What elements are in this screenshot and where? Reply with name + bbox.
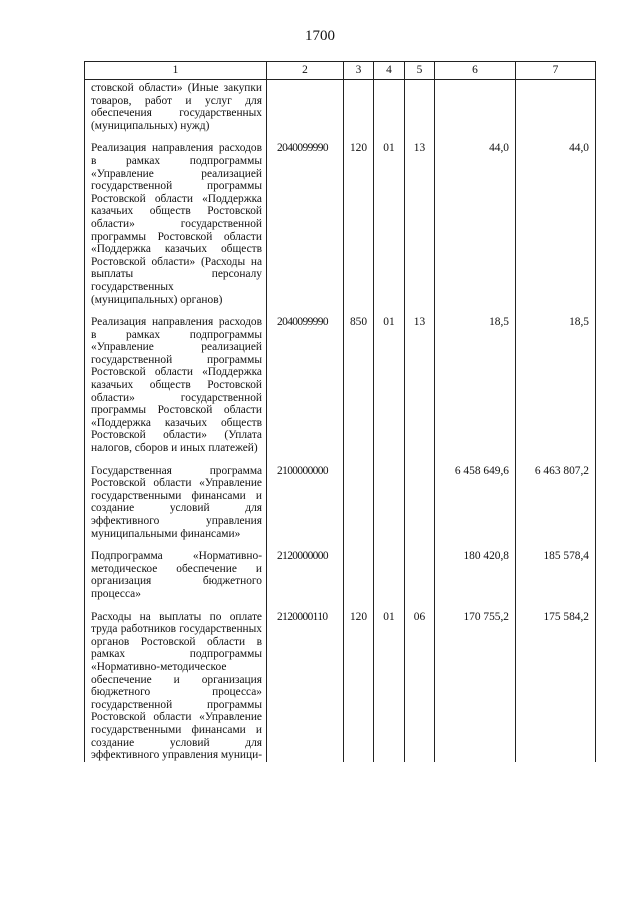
row-section [374,550,405,610]
row-expense-type [344,80,374,143]
col-header-5: 5 [405,62,435,80]
row-amount-year2: 175 584,2 [516,611,596,762]
col-header-2: 2 [267,62,344,80]
row-amount-year2 [516,80,596,143]
header-row [85,62,596,80]
row-target-code [267,80,344,143]
row-subsection [405,550,435,610]
col-header-4: 4 [374,62,405,80]
row-subsection: 06 [405,611,435,762]
row-section: 01 [374,142,405,316]
row-amount-year1 [435,80,516,143]
row-target-code: 2120000000 [267,550,344,610]
row-expense-type [344,550,374,610]
row-description: Расходы на выплаты по оплате труда работников государственных органов Ростовской области в рамках подпрограммы «Нормативно-методическое обеспечение и организация бюджетного процесса» государственной программы Ростовской области «Управление государственными финансами и создание условий для эффективного управления муници- [85,611,267,762]
row-description: Реализация направления расходов в рамках подпрограммы «Управление реализацией государственной программы Ростовской области «Поддержка казачьих обществ Ростовской области» государственной программы Ростовской области «Поддержка казачьих обществ Ростовской области» (Уплата налогов, сборов и иных платежей) [85,316,267,465]
row-target-code: 2040099990 [267,142,344,316]
table-row [85,80,596,143]
row-target-code: 2120000110 [267,611,344,762]
row-description: Государственная программа Ростовской области «Управление государственными финансами и создание условий для эффективного управления муниципальными финансами» [85,465,267,551]
row-target-code: 2100000000 [267,465,344,551]
row-amount-year2: 185 578,4 [516,550,596,610]
col-header-3: 3 [344,62,374,80]
row-amount-year2: 6 463 807,2 [516,465,596,551]
row-subsection [405,80,435,143]
table-header [85,62,596,80]
row-description: стовской области» (Иные закупки товаров, работ и услуг для обеспечения государственных (муниципальных) нужд) [85,80,267,143]
row-expense-type: 850 [344,316,374,465]
table-row [85,316,596,465]
row-section: 01 [374,611,405,762]
row-subsection [405,465,435,551]
row-expense-type: 120 [344,611,374,762]
row-description: Реализация направления расходов в рамках подпрограммы «Управление реализацией государственной программы Ростовской области «Поддержка казачьих обществ Ростовской области» государственной программы Ростовской области «Поддержка казачьих обществ Ростовской области» (Расходы на выплаты персоналу государственных (муниципальных) органов) [85,142,267,316]
col-header-1: 1 [85,62,267,80]
col-header-6: 6 [435,62,516,80]
row-subsection: 13 [405,316,435,465]
col-header-7: 7 [516,62,596,80]
row-amount-year1: 44,0 [435,142,516,316]
page-number: 1700 [305,28,335,44]
table-row [85,611,596,762]
row-expense-type [344,465,374,551]
row-subsection: 13 [405,142,435,316]
row-amount-year1: 180 420,8 [435,550,516,610]
row-section [374,465,405,551]
row-target-code: 2040099990 [267,316,344,465]
table-row [85,550,596,610]
row-description: Подпрограмма «Нормативно-методическое обеспечение и организация бюджетного процесса» [85,550,267,610]
row-amount-year1: 18,5 [435,316,516,465]
row-section [374,80,405,143]
row-section: 01 [374,316,405,465]
row-amount-year1: 6 458 649,6 [435,465,516,551]
table-row [85,142,596,316]
budget-table [84,61,596,762]
row-amount-year2: 18,5 [516,316,596,465]
row-amount-year2: 44,0 [516,142,596,316]
table-body [85,80,596,762]
table-row [85,465,596,551]
row-amount-year1: 170 755,2 [435,611,516,762]
row-expense-type: 120 [344,142,374,316]
